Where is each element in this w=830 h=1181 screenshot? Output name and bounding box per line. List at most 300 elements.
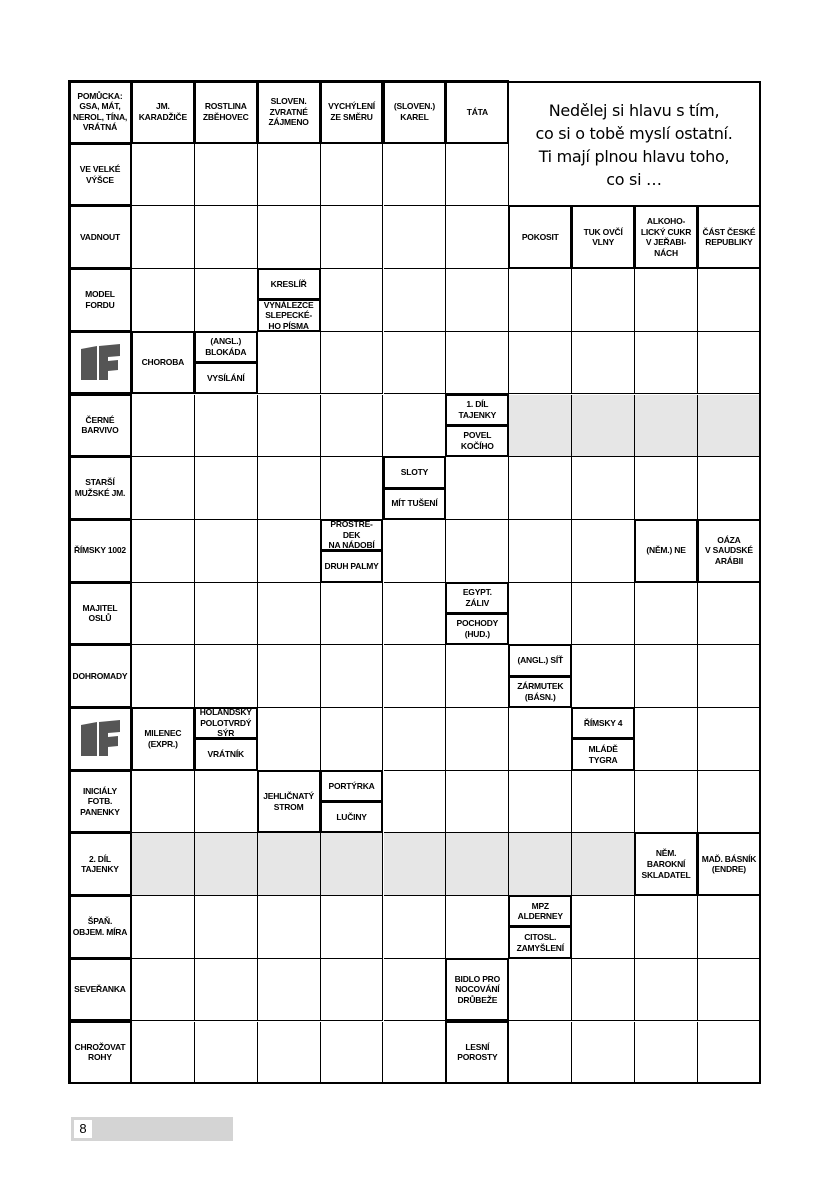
answer-cell[interactable] <box>132 206 195 269</box>
clue-cell <box>320 80 384 144</box>
answer-cell[interactable] <box>572 1022 635 1085</box>
answer-cell[interactable] <box>132 959 195 1022</box>
clue-cell <box>194 362 258 394</box>
answer-cell[interactable] <box>321 332 384 395</box>
answer-cell[interactable] <box>195 583 258 646</box>
solution-cell[interactable] <box>132 833 195 896</box>
clue-line: SKLADATEL <box>641 869 691 880</box>
clue-line: VYSÍLÁNÍ <box>206 373 245 383</box>
clue-cell <box>68 895 132 959</box>
answer-cell[interactable] <box>384 708 447 771</box>
answer-cell[interactable] <box>635 457 698 520</box>
clue-cell <box>697 205 761 269</box>
clue-line: SLOVEN. <box>270 95 307 106</box>
answer-cell[interactable] <box>384 332 447 395</box>
clue-line: INICIÁLY <box>82 785 117 796</box>
clue-cell <box>194 80 258 144</box>
clue-text <box>705 535 753 567</box>
clue-line: DRŮBEŽE <box>457 994 498 1005</box>
clue-line: ARÁBII <box>714 556 743 567</box>
answer-cell[interactable] <box>258 583 321 646</box>
solution-cell[interactable] <box>698 395 761 458</box>
clue-line: TYGRA <box>588 754 618 765</box>
answer-cell[interactable] <box>446 771 509 834</box>
clue-cell <box>131 331 195 395</box>
proverb-line: co si o tobě myslí ostatní. <box>535 124 733 143</box>
answer-cell[interactable] <box>384 144 447 207</box>
answer-cell[interactable] <box>698 332 761 395</box>
clue-cell <box>634 205 698 269</box>
clue-line: BAROKNÍ <box>646 858 686 869</box>
clue-cell <box>68 958 132 1022</box>
clue-text <box>80 232 120 243</box>
answer-cell[interactable] <box>321 896 384 959</box>
answer-cell[interactable] <box>509 332 572 395</box>
clue-line: VYCHÝLENÍ <box>328 101 375 112</box>
clue-text <box>75 1042 126 1063</box>
clue-cell <box>68 80 132 144</box>
answer-cell[interactable] <box>384 395 447 458</box>
answer-cell[interactable] <box>195 457 258 520</box>
clue-line: OSLŮ <box>88 613 112 624</box>
clue-line: FORDU <box>85 299 115 310</box>
clue-text <box>74 984 126 995</box>
clue-line: CHROŽOVAT <box>74 1041 126 1052</box>
answer-cell[interactable] <box>384 645 447 708</box>
clue-cell <box>320 519 384 551</box>
clue-text <box>461 430 494 451</box>
answer-cell[interactable] <box>195 269 258 332</box>
clue-line: NÁCH <box>654 247 678 258</box>
clue-line: ŘÍMSKY 4 <box>583 717 623 728</box>
clue-line: PORTÝRKA <box>328 780 375 791</box>
clue-line: (ANGL.) SÍŤ <box>517 655 563 666</box>
answer-cell[interactable] <box>258 896 321 959</box>
answer-cell[interactable] <box>698 269 761 332</box>
clue-line: MODEL <box>85 289 115 300</box>
clue-line: ČERNÉ <box>85 414 115 425</box>
clue-line: OBJEM. MÍRA <box>72 926 128 937</box>
clue-line: POCHODY <box>456 618 499 629</box>
clue-line: BIDLO PRO <box>454 973 501 984</box>
solution-cell[interactable] <box>635 395 698 458</box>
clue-text <box>455 974 500 1006</box>
answer-cell[interactable] <box>258 708 321 771</box>
page-number-bar <box>71 1117 233 1141</box>
clue-line: VÝŠCE <box>86 174 114 185</box>
clue-text <box>641 216 691 259</box>
answer-cell[interactable] <box>321 708 384 771</box>
clue-text <box>207 373 245 384</box>
answer-cell[interactable] <box>384 959 447 1022</box>
clue-cell <box>257 299 321 331</box>
clue-line: DOHROMADY <box>72 670 128 681</box>
answer-cell[interactable] <box>572 645 635 708</box>
answer-cell[interactable] <box>321 583 384 646</box>
clue-line: POROSTY <box>457 1052 498 1063</box>
answer-cell[interactable] <box>572 269 635 332</box>
answer-cell[interactable] <box>195 959 258 1022</box>
answer-cell[interactable] <box>384 896 447 959</box>
answer-cell[interactable] <box>132 583 195 646</box>
solution-cell[interactable] <box>258 833 321 896</box>
clue-text <box>144 728 181 749</box>
clue-cell <box>68 519 132 583</box>
clue-line: CITOSL. <box>524 931 557 942</box>
clue-text <box>80 164 120 185</box>
clue-text <box>391 498 437 509</box>
clue-cell <box>383 80 447 144</box>
clue-line: CHOROBA <box>141 357 185 368</box>
clue-line: SLEPECKÉ- <box>265 310 313 321</box>
publisher-logo-icon <box>78 719 122 759</box>
clue-text <box>336 812 366 823</box>
clue-text <box>394 101 435 122</box>
clue-text <box>328 101 375 122</box>
clue-line: 2. DÍL <box>88 853 111 864</box>
clue-line: ZÁJMENO <box>268 117 309 128</box>
solution-cell[interactable] <box>321 833 384 896</box>
clue-cell <box>445 394 509 426</box>
clue-line: REPUBLIKY <box>705 237 753 248</box>
solution-cell[interactable] <box>509 833 572 896</box>
clue-text <box>85 289 115 310</box>
clue-line: NOCOVÁNÍ <box>455 984 500 995</box>
solution-cell[interactable] <box>572 833 635 896</box>
answer-cell[interactable] <box>132 520 195 583</box>
answer-cell[interactable] <box>509 708 572 771</box>
answer-cell[interactable] <box>384 269 447 332</box>
answer-cell[interactable] <box>698 959 761 1022</box>
clue-cell <box>68 205 132 269</box>
answer-cell[interactable] <box>195 645 258 708</box>
clue-line: VRÁTNÁ <box>82 122 118 133</box>
solution-cell[interactable] <box>446 833 509 896</box>
clue-line: LICKÝ CUKR <box>640 226 692 237</box>
answer-cell[interactable] <box>635 332 698 395</box>
clue-text <box>642 848 691 880</box>
clue-line: (ANGL.) <box>210 336 242 347</box>
answer-cell[interactable] <box>572 771 635 834</box>
clue-line: DEK <box>342 529 361 540</box>
clue-cell <box>383 456 447 488</box>
clue-text <box>264 300 314 332</box>
clue-line: NA NÁDOBÍ <box>328 540 375 551</box>
clue-cell <box>68 832 132 896</box>
clue-text <box>457 1042 497 1063</box>
clue-line: VYNÁLEZCE <box>263 299 314 310</box>
answer-cell[interactable] <box>258 144 321 207</box>
clue-line: LESNÍ <box>465 1041 490 1052</box>
answer-cell[interactable] <box>572 583 635 646</box>
clue-line: ČÁST ČESKÉ <box>702 226 756 237</box>
clue-cell <box>508 895 572 927</box>
answer-cell[interactable] <box>572 896 635 959</box>
answer-cell[interactable] <box>195 144 258 207</box>
answer-cell[interactable] <box>258 457 321 520</box>
answer-cell[interactable] <box>384 771 447 834</box>
answer-cell[interactable] <box>572 959 635 1022</box>
clue-line: MAJITEL <box>82 602 118 613</box>
clue-line: ALDERNEY <box>517 911 563 922</box>
clue-line: ZVRATNÉ <box>269 106 308 117</box>
answer-cell[interactable] <box>132 771 195 834</box>
answer-cell[interactable] <box>635 959 698 1022</box>
clue-cell <box>68 644 132 708</box>
answer-cell[interactable] <box>258 395 321 458</box>
solution-cell[interactable] <box>384 833 447 896</box>
answer-cell[interactable] <box>698 771 761 834</box>
solution-cell[interactable] <box>572 395 635 458</box>
clue-line: ZAMYŠLENÍ <box>516 942 564 953</box>
clue-cell <box>194 738 258 770</box>
clue-line: DRUH PALMY <box>324 561 379 572</box>
answer-cell[interactable] <box>446 896 509 959</box>
answer-cell[interactable] <box>321 1022 384 1085</box>
clue-line: OÁZA <box>717 534 741 545</box>
answer-cell[interactable] <box>258 520 321 583</box>
answer-cell[interactable] <box>321 206 384 269</box>
clue-line: JM. <box>156 101 170 112</box>
answer-cell[interactable] <box>258 959 321 1022</box>
answer-cell[interactable] <box>321 144 384 207</box>
clue-text <box>517 681 563 702</box>
proverb-line: co si … <box>606 170 662 189</box>
clue-cell <box>445 582 509 614</box>
clue-line: MLÁDĚ <box>588 743 618 754</box>
answer-cell[interactable] <box>384 520 447 583</box>
clue-cell <box>383 488 447 520</box>
answer-cell[interactable] <box>132 645 195 708</box>
answer-cell[interactable] <box>698 583 761 646</box>
clue-line: FOTB. <box>87 796 113 807</box>
clue-cell <box>68 394 132 458</box>
answer-cell[interactable] <box>195 771 258 834</box>
proverb-message <box>509 81 761 207</box>
answer-cell[interactable] <box>195 206 258 269</box>
answer-cell[interactable] <box>698 457 761 520</box>
clue-line: SEVEŘANKA <box>74 984 126 995</box>
clue-text <box>325 561 379 572</box>
clue-cell <box>68 582 132 646</box>
answer-cell[interactable] <box>698 1022 761 1085</box>
answer-cell[interactable] <box>446 144 509 207</box>
clue-line: VADNOUT <box>79 231 120 242</box>
clue-text <box>517 932 564 953</box>
publisher-logo-cell <box>68 707 132 771</box>
clue-line: ROSTLINA <box>204 101 247 112</box>
answer-cell[interactable] <box>635 269 698 332</box>
clue-line: 1. DÍL <box>466 399 489 410</box>
answer-cell[interactable] <box>258 206 321 269</box>
clue-line: KOČÍHO <box>460 441 494 452</box>
clue-text <box>142 357 185 368</box>
clue-cell <box>257 770 321 834</box>
clue-line: MÍT TUŠENÍ <box>391 498 438 509</box>
clue-cell <box>320 550 384 582</box>
answer-cell[interactable] <box>635 896 698 959</box>
answer-cell[interactable] <box>384 1022 447 1085</box>
answer-cell[interactable] <box>132 269 195 332</box>
clue-line: MPZ <box>531 900 549 911</box>
clue-text <box>208 749 244 760</box>
publisher-logo-icon <box>78 343 122 383</box>
clue-cell <box>697 519 761 583</box>
clue-text <box>73 916 127 937</box>
answer-cell[interactable] <box>321 645 384 708</box>
answer-cell[interactable] <box>132 144 195 207</box>
answer-cell[interactable] <box>195 395 258 458</box>
answer-cell[interactable] <box>384 583 447 646</box>
clue-text <box>589 744 618 765</box>
clue-cell <box>131 707 195 771</box>
answer-cell[interactable] <box>509 1022 572 1085</box>
answer-cell[interactable] <box>509 583 572 646</box>
answer-cell[interactable] <box>572 457 635 520</box>
answer-cell[interactable] <box>321 959 384 1022</box>
clue-line: KRESLÍŘ <box>270 278 307 289</box>
answer-cell[interactable] <box>698 896 761 959</box>
clue-text <box>702 854 756 875</box>
clue-text <box>263 791 314 812</box>
clue-line: NEROL, TÍNA, <box>72 111 128 122</box>
clue-line: MAĎ. BÁSNÍK <box>701 853 757 864</box>
clue-cell <box>508 926 572 958</box>
clue-line: BARVIVO <box>81 425 119 436</box>
answer-cell[interactable] <box>446 457 509 520</box>
clue-text <box>457 618 499 639</box>
answer-cell[interactable] <box>446 269 509 332</box>
clue-text <box>200 707 252 739</box>
answer-cell[interactable] <box>635 708 698 771</box>
answer-cell[interactable] <box>635 1022 698 1085</box>
clue-cell <box>131 80 195 144</box>
clue-text <box>139 101 187 122</box>
clue-line: ZBĚHOVEC <box>202 111 249 122</box>
clue-line: V SAUDSKÉ <box>705 545 753 556</box>
clue-line: VLNY <box>592 237 615 248</box>
clue-cell <box>445 1021 509 1085</box>
clue-cell <box>68 770 132 834</box>
clue-line: HO PÍSMA <box>268 320 309 331</box>
answer-cell[interactable] <box>635 645 698 708</box>
clue-cell <box>257 268 321 300</box>
clue-cell <box>445 613 509 645</box>
clue-line: VRÁTNÍK <box>207 749 244 760</box>
answer-cell[interactable] <box>446 520 509 583</box>
clue-text <box>584 227 623 248</box>
answer-cell[interactable] <box>572 332 635 395</box>
answer-cell[interactable] <box>132 1022 195 1085</box>
answer-cell[interactable] <box>509 520 572 583</box>
clue-cell <box>571 707 635 739</box>
clue-text <box>517 655 563 666</box>
answer-cell[interactable] <box>572 520 635 583</box>
clue-cell <box>257 80 321 144</box>
answer-cell[interactable] <box>132 395 195 458</box>
clue-text <box>269 96 309 128</box>
clue-line: TAJENKY <box>458 409 497 420</box>
clue-text <box>73 671 128 682</box>
clue-cell <box>445 958 509 1022</box>
answer-cell[interactable] <box>132 896 195 959</box>
clue-cell <box>571 205 635 269</box>
clue-cell <box>68 456 132 520</box>
clue-cell <box>697 832 761 896</box>
clue-line: PANENKY <box>80 806 120 817</box>
answer-cell[interactable] <box>446 332 509 395</box>
answer-cell[interactable] <box>509 771 572 834</box>
clue-line: ALKOHO- <box>646 215 686 226</box>
clue-line: POMŮCKA: <box>77 90 123 101</box>
answer-cell[interactable] <box>195 520 258 583</box>
answer-cell[interactable] <box>195 1022 258 1085</box>
proverb-line: Ti mají plnou hlavu toho, <box>538 147 730 166</box>
answer-cell[interactable] <box>384 206 447 269</box>
clue-line: SLOTY <box>400 467 429 478</box>
clue-text <box>328 781 374 792</box>
clue-line: (NĚM.) NE <box>646 545 686 556</box>
clue-line: (SLOVEN.) <box>393 101 436 112</box>
answer-cell[interactable] <box>446 645 509 708</box>
clue-line: POVEL <box>463 430 492 441</box>
answer-cell[interactable] <box>509 959 572 1022</box>
answer-cell[interactable] <box>635 583 698 646</box>
clue-text <box>73 91 127 134</box>
answer-cell[interactable] <box>446 206 509 269</box>
clue-line: TUK OVČÍ <box>583 226 623 237</box>
clue-line: ROHY <box>88 1052 112 1063</box>
answer-cell[interactable] <box>258 645 321 708</box>
clue-cell <box>445 425 509 457</box>
clue-line: TAJENKY <box>81 864 119 875</box>
clue-text <box>401 467 428 478</box>
solution-cell[interactable] <box>509 395 572 458</box>
clue-line: POKOSIT <box>521 231 559 242</box>
clue-cell <box>508 205 572 269</box>
clue-text <box>329 519 375 551</box>
clue-cell <box>320 770 384 802</box>
clue-cell <box>445 80 509 144</box>
clue-cell <box>194 331 258 363</box>
solution-cell[interactable] <box>195 833 258 896</box>
answer-cell[interactable] <box>321 269 384 332</box>
clue-cell <box>634 832 698 896</box>
answer-cell[interactable] <box>635 771 698 834</box>
answer-cell[interactable] <box>258 1022 321 1085</box>
clue-text <box>81 415 118 436</box>
clue-text <box>271 279 307 290</box>
clue-line: LUČINY <box>336 811 367 822</box>
answer-cell[interactable] <box>195 896 258 959</box>
clue-line: V JEŘABI- <box>645 237 687 248</box>
answer-cell[interactable] <box>698 645 761 708</box>
answer-cell[interactable] <box>446 708 509 771</box>
clue-cell <box>571 738 635 770</box>
answer-cell[interactable] <box>698 708 761 771</box>
answer-cell[interactable] <box>321 457 384 520</box>
clue-line: GSA, MÁT, <box>79 101 121 112</box>
publisher-logo-cell <box>68 331 132 395</box>
answer-cell[interactable] <box>509 269 572 332</box>
clue-line: (EXPR.) <box>147 738 178 749</box>
answer-cell[interactable] <box>509 457 572 520</box>
answer-cell[interactable] <box>321 395 384 458</box>
answer-cell[interactable] <box>132 457 195 520</box>
answer-cell[interactable] <box>258 332 321 395</box>
clue-line: TÁTA <box>466 106 488 117</box>
clue-cell <box>320 801 384 833</box>
